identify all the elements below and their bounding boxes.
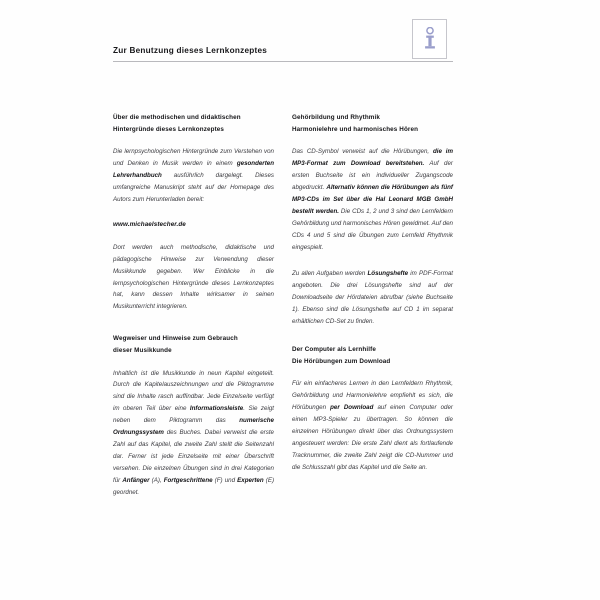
section-heading bbox=[113, 112, 274, 135]
section-computer-lernhilfe bbox=[292, 344, 453, 474]
document-body bbox=[113, 112, 453, 499]
heading-line-2: Hintergründe dieses Lernkonzeptes bbox=[113, 125, 225, 133]
text-run: (A), bbox=[149, 476, 164, 484]
heading-line-1: Gehörbildung und Rhythmik bbox=[292, 114, 381, 121]
text-run-bold: Lösungshefte bbox=[367, 270, 409, 278]
paragraph bbox=[113, 368, 274, 499]
section-heading bbox=[113, 333, 274, 356]
heading-line-2: Harmonielehre und harmonisches Hören bbox=[292, 125, 419, 133]
paragraph bbox=[292, 146, 453, 253]
paragraph bbox=[113, 146, 274, 206]
paragraph bbox=[292, 268, 453, 328]
text-run-bold: gesonderten Lehrerhandbuch bbox=[113, 160, 274, 180]
text-run-bold: Experten bbox=[237, 476, 264, 484]
text-run: Die lernpsychologischen Hintergründe zum Verstehen von und Denken in Musik werden in einem bbox=[113, 148, 274, 168]
text-run: Das CD-Symbol verweist auf die Hörübungen, bbox=[292, 148, 433, 156]
text-run-bold: per Download bbox=[330, 404, 374, 412]
author-website-url[interactable]: www.michaelstecher.de bbox=[113, 220, 186, 228]
text-run: im PDF-Format angeboten. Die drei Lösungshefte sind auf der Downloadseite der Hördateien abrufbar (siehe Buchseite 1). Ebenso sind die Lösungshefte auf CD 1 im separat erhältlichen CD-Set zu finden. bbox=[292, 270, 454, 326]
text-run: Inhaltlich ist die Musikkunde in neun Kapitel eingeteilt. Durch die Kapitelauszeichnungen und die Piktogramme sind die Inhalte rasch auffindbar. Jede Einzelseite verfügt im oberen Teil über eine bbox=[113, 369, 274, 413]
info-pictogram-box bbox=[412, 19, 447, 59]
page-title: Zur Benutzung dieses Lernkonzeptes bbox=[113, 46, 268, 55]
text-run-bold: Alternativ können die Hörübungen als fünf MP3-CDs im Set über die Hal Leonard MGB GmbH bestellt werden. bbox=[292, 184, 453, 215]
left-column bbox=[113, 112, 274, 499]
text-run: Auf der ersten Buchseite ist ein individueller Zugangscode abgedruckt. bbox=[292, 160, 453, 191]
right-column bbox=[292, 112, 453, 499]
text-run: . Sie zeigt neben dem Piktogramm das bbox=[113, 405, 275, 425]
heading-line-2: Die Hörübungen zum Download bbox=[292, 357, 391, 365]
section-heading bbox=[292, 112, 453, 135]
heading-line-1: Über die methodischen und didaktischen bbox=[113, 114, 241, 121]
text-run-bold: Informationsleiste bbox=[189, 405, 244, 413]
info-icon bbox=[413, 20, 446, 58]
page-header bbox=[113, 22, 453, 62]
section-methodische-hintergruende bbox=[113, 112, 274, 313]
text-run: Für ein einfacheres Lernen in den Lernfeldern Rhythmik, Gehörbildung und Harmonielehre empfiehlt es sich, die Hörübungen bbox=[292, 380, 453, 412]
text-run: auf einen Computer oder einen MP3-Spieler zu übertragen. So können die einzelnen Hörübungen direkt über das Ordnungssystem angesteuert werden: Die erste Zahl dient als fortlaufende Tracknummer, die zweite Zahl zeigt die CD-Nummer und die Schlusszahl gibt das Kapitel und die Seite an. bbox=[292, 404, 453, 471]
paragraph bbox=[292, 378, 453, 473]
heading-line-1: Wegweiser und Hinweise zum Gebrauch bbox=[113, 335, 238, 343]
text-run: Zu allen Aufgaben werden bbox=[292, 270, 368, 278]
text-run: (E) geordnet. bbox=[113, 476, 275, 496]
text-run: Die CDs 1, 2 und 3 sind den Lernfeldern Gehörbildung und harmonisches Hören gewidmet. Auf den CDs 4 und 5 sind die Übungen zum Lernfeld Rhythmik eingespielt. bbox=[292, 207, 453, 251]
text-run-bold: die im MP3-Format zum Download bereitstehen. bbox=[292, 148, 453, 168]
text-run-bold: Fortgeschrittene bbox=[163, 476, 213, 484]
section-heading bbox=[292, 344, 453, 367]
text-run: ausführlich dargelegt. Dieses umfangreiche Manuskript steht auf der Homepage des Autors zum Herunterladen bereit: bbox=[113, 172, 274, 203]
text-run: des Buches. Dabei verweist die erste Zahl auf das Kapitel, die zweite Zahl stellt die Seitenzahl dar. Ferner ist jede Einzelseite mit einer Überschrift versehen. Die einzelnen Übungen sind in drei Kategorien für bbox=[113, 429, 274, 484]
section-gehoerbildung-rhythmik bbox=[292, 112, 453, 328]
text-run-bold: Anfänger bbox=[122, 476, 150, 484]
text-run: (F) und bbox=[212, 476, 238, 484]
heading-line-1: Der Computer als Lernhilfe bbox=[292, 345, 376, 353]
text-run-bold: numerische Ordnungssystem bbox=[113, 417, 274, 437]
section-wegweiser bbox=[113, 333, 274, 498]
heading-line-2: dieser Musikkunde bbox=[113, 346, 172, 354]
header-divider bbox=[113, 61, 453, 62]
paragraph: Dort werden auch methodische, didaktische und pädagogische Hinweise zur Verwendung dieser Musikkunde gegeben. Wer Einblicke in die lernpsychologischen Hintergründe dieses Lernkonzeptes hat, kann dessen Inhalte wirksamer in seinen Musikunterricht integrieren. bbox=[113, 243, 274, 311]
